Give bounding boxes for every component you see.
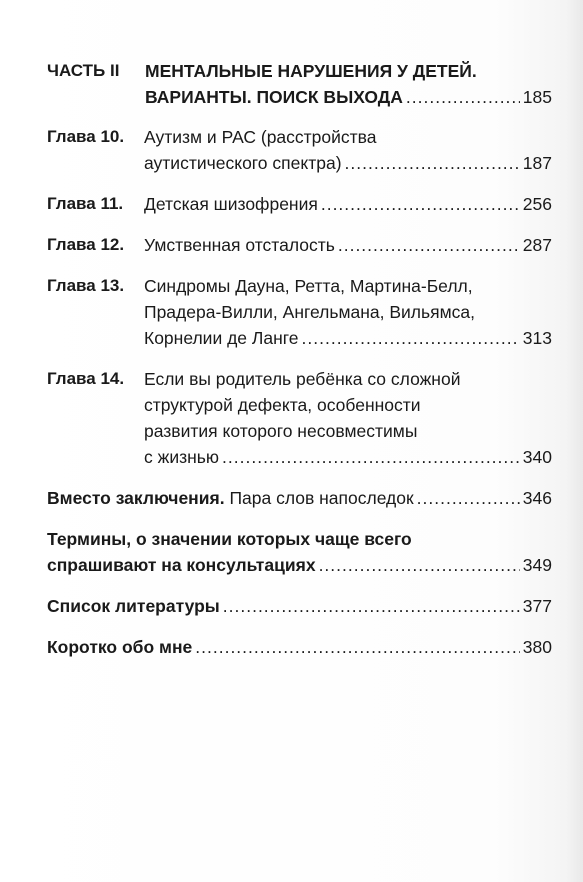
chapter-title (144, 124, 552, 176)
page-number: 346 (522, 488, 552, 508)
part-label: ЧАСТЬ II (47, 61, 120, 80)
conclusion-line (47, 485, 552, 511)
table-of-contents (47, 58, 552, 675)
chapter-label: Глава 11. (47, 194, 124, 213)
page-number: 187 (522, 153, 552, 173)
page-number: 380 (522, 637, 552, 657)
toc-part-2[interactable] (47, 58, 552, 110)
about-title: Коротко обо мне (47, 637, 193, 657)
conclusion-title (47, 485, 414, 511)
terms-title-line-1: Термины, о значении которых чаще всего (47, 529, 412, 549)
toc-chapter-14[interactable] (47, 366, 552, 470)
chapter-title-line: структурой дефекта, особенности (144, 395, 421, 415)
chapter-title-line: Умственная отсталость (144, 235, 335, 255)
part-title-line-1: МЕНТАЛЬНЫЕ НАРУШЕНИЯ У ДЕТЕЙ. (145, 61, 477, 81)
dot-leader (417, 485, 520, 511)
toc-chapter-10[interactable] (47, 124, 552, 176)
page-number: 185 (522, 87, 552, 107)
chapter-title (144, 366, 552, 470)
toc-chapter-12[interactable] (47, 232, 552, 258)
page-number: 340 (522, 447, 552, 467)
chapter-title-last-line (144, 325, 552, 351)
chapter-title-line: Аутизм и РАС (расстройства (144, 127, 377, 147)
dot-leader (345, 150, 520, 176)
part-title-last-line (145, 84, 552, 110)
terms-last-line (47, 552, 552, 578)
dot-leader (222, 444, 520, 470)
chapter-title-line: Если вы родитель ребёнка со сложной (144, 369, 461, 389)
chapter-label: Глава 12. (47, 235, 125, 254)
about-line (47, 634, 552, 660)
terms-title-line-2: спрашивают на консультациях (47, 555, 316, 575)
page-number: 287 (522, 235, 552, 255)
toc-about[interactable] (47, 634, 552, 660)
chapter-title-last-line (144, 150, 552, 176)
chapter-title-line: аутистического спектра) (144, 153, 342, 173)
toc-chapter-13[interactable] (47, 273, 552, 351)
chapter-title-line: с жизнью (144, 447, 220, 467)
part-title-line-2: ВАРИАНТЫ. ПОИСК ВЫХОДА (145, 87, 403, 107)
chapter-title (144, 191, 552, 217)
page-number: 256 (522, 194, 552, 214)
dot-leader (338, 232, 520, 258)
dot-leader (223, 593, 520, 619)
page-number: 377 (522, 596, 552, 616)
page-number: 349 (522, 555, 552, 575)
chapter-label: Глава 13. (47, 276, 125, 295)
chapter-label: Глава 10. (47, 127, 125, 146)
part-title (145, 58, 552, 110)
chapter-title-line: Детская шизофрения (144, 194, 318, 214)
literature-title: Список литературы (47, 596, 220, 616)
toc-literature[interactable] (47, 593, 552, 619)
dot-leader (302, 325, 520, 351)
dot-leader (321, 191, 520, 217)
chapter-title-last-line (144, 232, 552, 258)
page-number: 313 (522, 328, 552, 348)
chapter-label: Глава 14. (47, 369, 125, 388)
chapter-title-line: развития которого несовместимы (144, 421, 418, 441)
chapter-title-line: Корнелии де Ланге (144, 328, 299, 348)
dot-leader (195, 634, 520, 660)
toc-conclusion[interactable] (47, 485, 552, 511)
conclusion-rest: Пара слов напоследок (224, 488, 414, 508)
dot-leader (406, 84, 520, 110)
chapter-title-last-line (144, 191, 552, 217)
toc-chapter-11[interactable] (47, 191, 552, 217)
chapter-title (144, 232, 552, 258)
chapter-title-last-line (144, 444, 552, 470)
chapter-title-line: Прадера-Вилли, Ангельмана, Вильямса, (144, 302, 475, 322)
dot-leader (319, 552, 520, 578)
chapter-title-line: Синдромы Дауна, Ретта, Мартина-Белл, (144, 276, 473, 296)
literature-line (47, 593, 552, 619)
chapter-title (144, 273, 552, 351)
conclusion-bold: Вместо заключения. (47, 488, 225, 508)
toc-terms[interactable] (47, 526, 552, 578)
